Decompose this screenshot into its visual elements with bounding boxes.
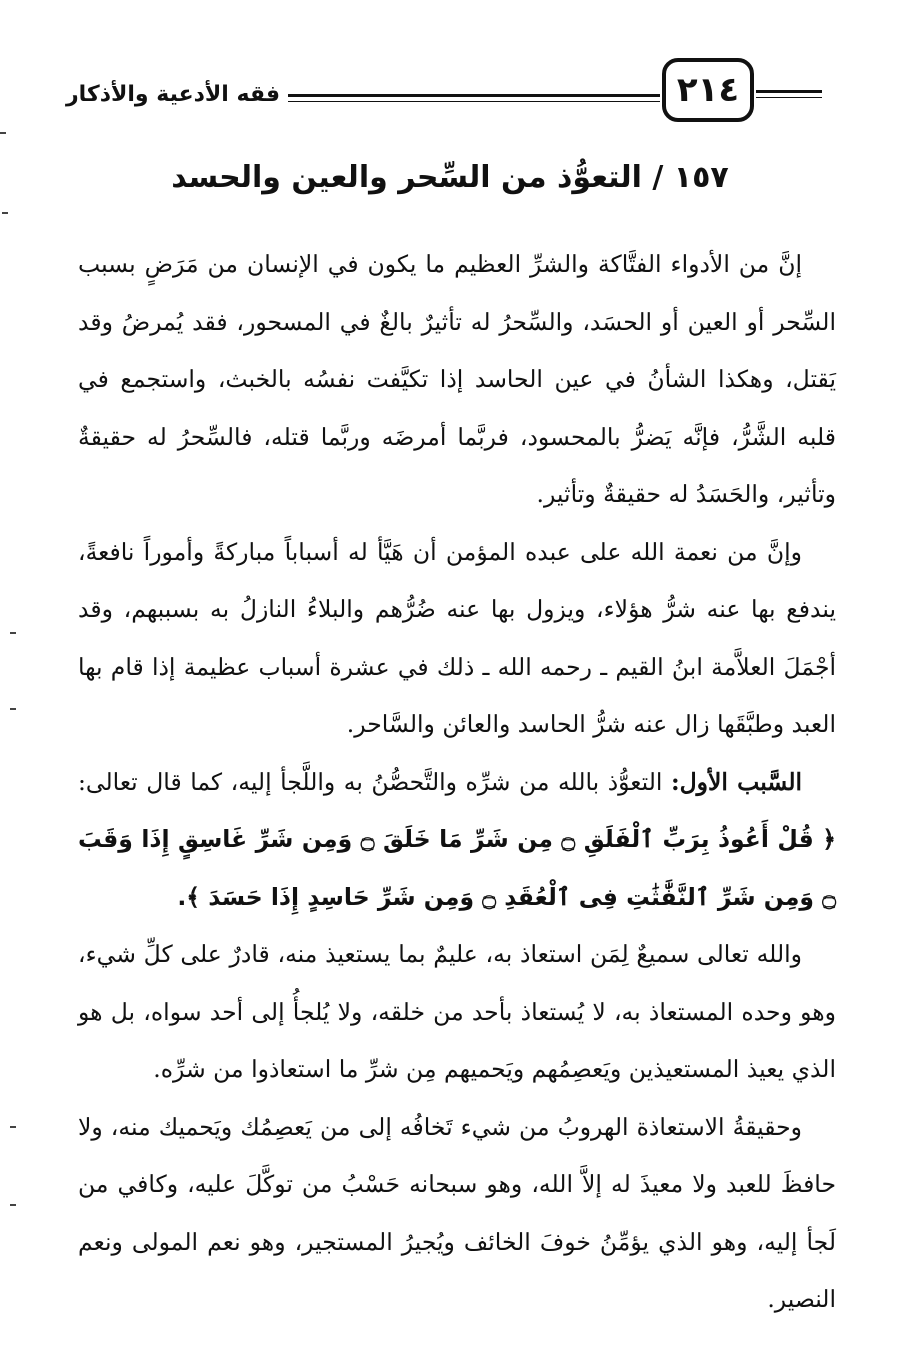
paragraph-3 [78,754,836,927]
scan-margin-mark [2,212,8,214]
quran-verse: ﴿ قُلْ أَعُوذُ بِرَبِّ ٱلْفَلَقِ ۝ مِن شَرِّ مَا خَلَقَ ۝ وَمِن شَرِّ غَاسِقٍ إِذَا وَقَبَ ۝ وَمِن شَرِّ ٱلنَّفَّٰثَٰتِ فِى ٱلْعُقَدِ ۝ وَمِن شَرِّ حَاسِدٍ إِذَا حَسَدَ ﴾. [78,825,837,911]
scan-margin-mark [10,708,16,710]
scan-margin-mark [0,132,6,134]
reason-lead: السَّبب الأول: [670,767,803,796]
header-rule-right [756,90,822,93]
paragraph-4: والله تعالى سميعٌ لِمَن استعاذ به، عليمٌ بما يستعيذ منه، قادرٌ على كلِّ شيء، وهو وحده المستعاذ به، لا يُستعاذ بأحد من خلقه، ولا يُلجأُ إلى أحد سواه، بل هو الذي يعيذ المستعيذين ويَعصِمُهم ويَحميهم مِن شرِّ ما استعاذوا من شرِّه. [78,940,836,1083]
section-title: ١٥٧ / التعوُّذ من السِّحر والعين والحسد [171,160,729,195]
book-title: فقه الأدعية والأذكار [66,82,281,107]
paragraph-2: وإنَّ من نعمة الله على عبده المؤمن أن هَيَّأ له أسباباً مباركةً وأموراً نافعةً، يندفع بها عنه شرُّ هؤلاء، ويزول بها عنه ضُرُّهم والبلاءُ النازلُ به بسببهم، وقد أجْمَلَ العلاَّمة ابنُ القيم ـ رحمه الله ـ ذلك في عشرة أسباب عظيمة إذا قام بها العبد وطبَّقَها زال عنه شرُّ الحاسد والعائن والسَّاحر. [78,537,836,738]
paragraph-5: وحقيقةُ الاستعاذة الهروبُ من شيء تَخافُه إلى من يَعصِمُك ويَحميك منه، ولا حافظَ للعبد ولا معيذَ له إلاَّ الله، وهو سبحانه حَسْبُ من توكَّلَ عليه، وكافي من لَجأ إليه، وهو الذي يؤمِّنُ خوفَ الخائف ويُجيرُ المستجير، وهو نعم المولى ونعم النصير. [78,1112,836,1313]
paragraph-3-text: التعوُّذ بالله من شرِّه والتَّحصُّنُ به واللَّجأ إليه، كما قال تعالى: [78,767,671,796]
scan-margin-mark [10,1126,16,1128]
scan-margin-mark [10,632,16,634]
page-number: ٢١٤ [662,58,754,122]
header-rule-left [288,94,660,97]
paragraph-1: إنَّ من الأدواء الفتَّاكة والشرِّ العظيم ما يكون في الإنسان من مَرَضٍ بسبب السِّحر أو العين أو الحسَد، والسِّحرُ له تأثيرٌ بالغٌ في المسحور، فقد يُمرضُ وقد يَقتل، وهكذا الشأنُ في عين الحاسد إذا تكيَّفت نفسُه بالخبث، واستجمع في قلبه الشَّرُّ، فإنَّه يَضرُّ بالمحسود، فربَّما أمرضَه وربَّما قتله، فالسِّحرُ له حقيقةٌ وتأثير، والحَسَدُ له حقيقةٌ وتأثير. [78,250,836,508]
scan-margin-mark [10,1204,16,1206]
page-header [66,58,822,128]
body-text [78,236,836,1329]
